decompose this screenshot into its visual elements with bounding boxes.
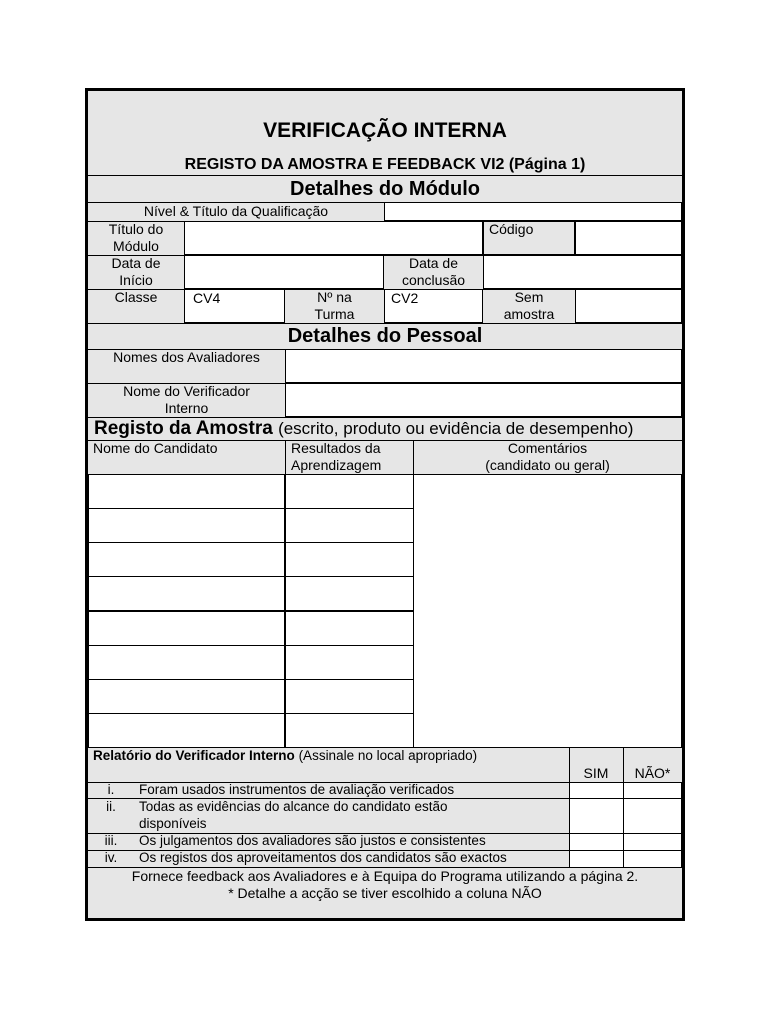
code-label-cell	[483, 221, 575, 255]
item-text: Foram usados instrumentos de avaliação verificados	[139, 782, 455, 797]
col-candidate: Nome do Candidato	[93, 440, 218, 456]
form-title: VERIFICAÇÃO INTERNA	[263, 119, 507, 142]
item-text: Os registos dos aproveitamentos dos candidatos são exactos	[139, 850, 507, 865]
report-heading: Relatório do Verificador Interno	[93, 748, 295, 763]
form-subtitle: REGISTO DA AMOSTRA E FEEDBACK VI2 (Página 1)	[184, 156, 586, 173]
staff-details-heading: Detalhes do Pessoal	[287, 325, 483, 347]
item-yes-checkbox[interactable]	[569, 850, 624, 868]
learning-results-field[interactable]	[285, 542, 414, 577]
candidate-name-field[interactable]	[88, 611, 285, 646]
candidate-name-field[interactable]	[88, 576, 285, 611]
footer-asterisk-note: * Detalhe a acção se tiver escolhido a coluna NÃO	[228, 885, 542, 901]
module-title-field[interactable]	[184, 221, 483, 255]
group-label: Nº na	[317, 289, 352, 305]
code-field[interactable]	[575, 221, 682, 255]
no-sample-field[interactable]	[575, 289, 682, 323]
item-text-line2: disponíveis	[139, 816, 207, 831]
footer-note: Fornece feedback aos Avaliadores e à Equipa do Programa utilizando a página 2.	[131, 868, 639, 884]
module-title-label-line2: Módulo	[113, 238, 159, 254]
no-column-label: NÃO*	[634, 765, 671, 781]
qualification-label: Nível & Título da Qualificação	[143, 203, 329, 219]
group-value: CV2	[391, 290, 419, 306]
assessors-label: Nomes dos Avaliadores	[113, 349, 260, 365]
item-number: iii.	[104, 833, 118, 848]
verifier-label-line2: Interno	[164, 400, 209, 416]
candidate-name-field[interactable]	[88, 645, 285, 680]
class-value: CV4	[193, 290, 221, 306]
col-comments-line2: (candidato ou geral)	[485, 457, 610, 473]
item-number: iv.	[104, 850, 118, 865]
divider	[88, 175, 682, 176]
module-details-heading: Detalhes do Módulo	[290, 178, 480, 200]
learning-results-field[interactable]	[285, 611, 414, 646]
report-heading-note: (Assinale no local apropriado)	[298, 748, 478, 763]
verifier-label: Nome do Verificador	[123, 383, 250, 399]
candidate-name-field[interactable]	[88, 508, 285, 543]
learning-results-field[interactable]	[285, 474, 414, 509]
start-date-label: Data de	[111, 255, 161, 271]
item-no-checkbox[interactable]	[623, 850, 682, 868]
report-heading-line	[93, 748, 477, 765]
item-no-checkbox[interactable]	[623, 833, 682, 851]
item-no-checkbox[interactable]	[623, 798, 682, 834]
col-comments: Comentários	[507, 440, 588, 456]
code-label: Código	[489, 221, 534, 237]
learning-results-field[interactable]	[285, 679, 414, 714]
candidate-name-field[interactable]	[88, 713, 285, 748]
learning-results-field[interactable]	[285, 645, 414, 680]
comments-field[interactable]	[413, 474, 682, 748]
class-label: Classe	[114, 289, 158, 305]
sample-heading-note: (escrito, produto ou evidência de desempenho)	[278, 419, 634, 438]
no-sample-label-line2: amostra	[503, 306, 555, 322]
yes-column-label: SIM	[583, 765, 609, 781]
module-title-label: Título do	[108, 221, 164, 237]
end-date-label-line2: conclusão	[401, 272, 466, 288]
end-date-field[interactable]	[483, 255, 682, 289]
candidate-name-field[interactable]	[88, 542, 285, 577]
sample-heading: Registo da Amostra	[94, 418, 273, 439]
item-yes-checkbox[interactable]	[569, 833, 624, 851]
item-text: Os julgamentos dos avaliadores são justos e consistentes	[139, 833, 486, 848]
learning-results-field[interactable]	[285, 713, 414, 748]
assessors-field[interactable]	[285, 349, 682, 383]
item-yes-checkbox[interactable]	[569, 782, 624, 799]
item-yes-checkbox[interactable]	[569, 798, 624, 834]
sample-heading-line	[94, 417, 633, 441]
col-results-line2: Aprendizagem	[291, 457, 382, 473]
group-label-line2: Turma	[314, 306, 355, 322]
item-no-checkbox[interactable]	[623, 782, 682, 799]
end-date-label: Data de	[408, 255, 459, 271]
no-sample-label: Sem	[514, 289, 544, 305]
learning-results-field[interactable]	[285, 508, 414, 543]
candidate-name-field[interactable]	[88, 679, 285, 714]
item-text: Todas as evidências do alcance do candidato estão	[139, 799, 448, 814]
learning-results-field[interactable]	[285, 576, 414, 611]
qualification-field[interactable]	[384, 202, 682, 221]
item-number: i.	[107, 782, 115, 797]
start-date-label-line2: Início	[119, 272, 153, 288]
start-date-field[interactable]	[184, 255, 384, 289]
candidate-name-field[interactable]	[88, 474, 285, 509]
verification-form	[85, 88, 685, 921]
item-number: ii.	[106, 799, 116, 814]
col-results: Resultados da	[291, 440, 381, 456]
verifier-field[interactable]	[285, 383, 682, 417]
